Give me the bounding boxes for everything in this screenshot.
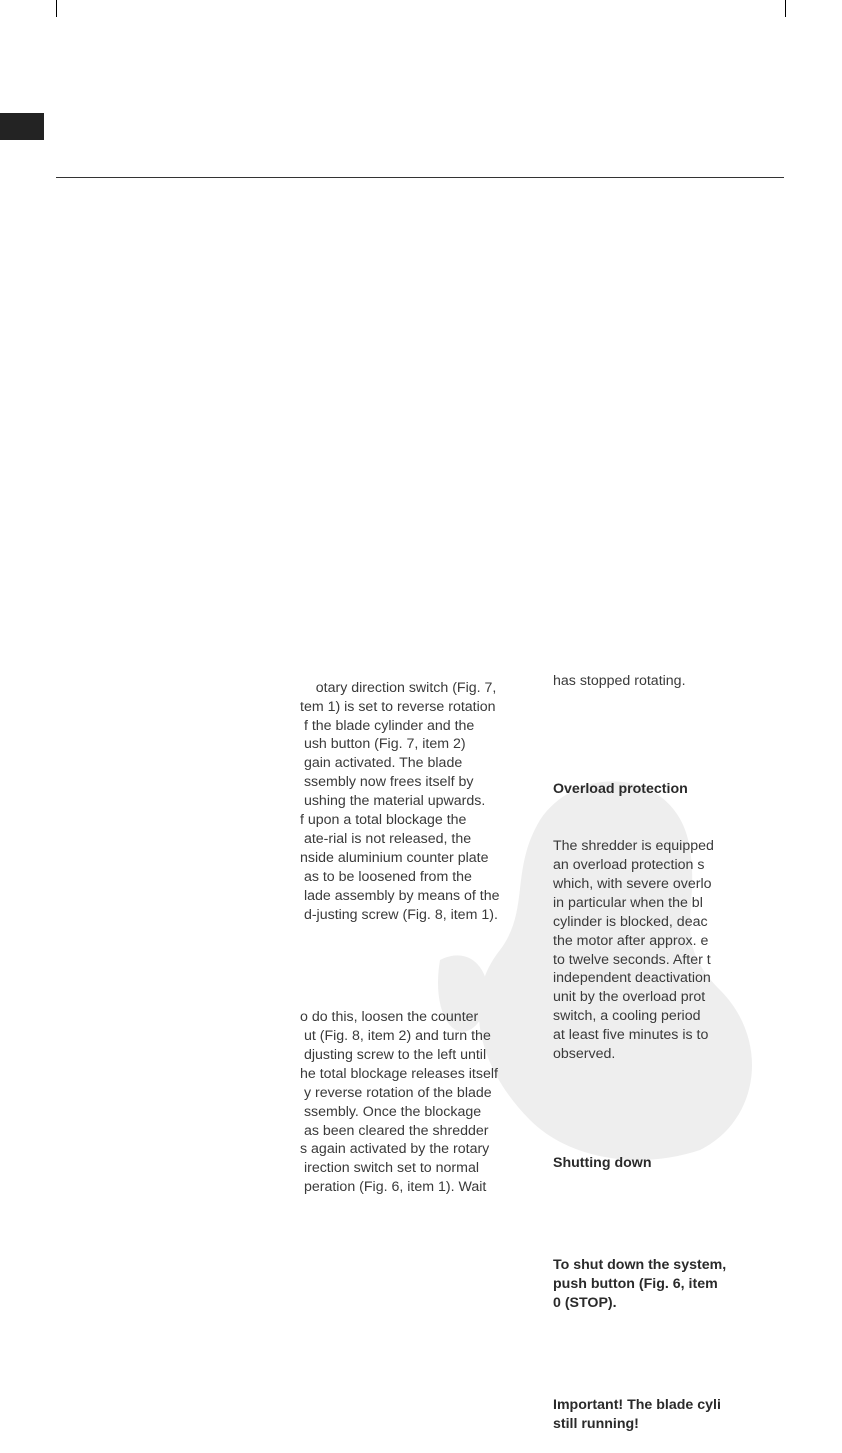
language-tab bbox=[0, 113, 44, 140]
header-rule bbox=[56, 177, 784, 178]
right-text-column bbox=[553, 634, 730, 1453]
left-text-column bbox=[300, 622, 536, 1216]
overload-heading: Overload protection bbox=[553, 781, 688, 798]
shutdown-paragraph: To shut down the system, push button (Fig. 6, item 0 (STOP). bbox=[553, 1257, 727, 1311]
reverse-rotation-paragraph: otary direction switch (Fig. 7, tem 1) is set to reverse rotation f the blade cylinder and the ush button (Fig. 7, item 2) gain activated. The blade ssembly now frees itself by ushing the material upwards. f upon a total blockage the ate-rial is not released, the nside aluminium counter plate as to be loosened from the lade assembly by means of the d-justing screw (Fig. 8, item 1). bbox=[300, 679, 500, 923]
overload-paragraph: The shredder is equipped an overload protection s which, with severe overlo in particular when the bl cylinder is blocked, deac the motor after approx. e to twelve seconds. After t independent deactivation unit by the overload prot switch, a cooling period at least five minutes is to observed. bbox=[553, 838, 714, 1063]
crop-mark-left bbox=[56, 0, 57, 17]
counter-nut-paragraph: o do this, loosen the counter ut (Fig. 8, item 2) and turn the djusting screw to the left until he total blockage releases itself y reverse rotation of the blade ssembly. Once the blockage as been cleared the shredder s again activated by the rotary irection switch set to normal peration (Fig. 6, item 1). Wait bbox=[300, 1009, 498, 1196]
important-paragraph: Important! The blade cyli still running! bbox=[553, 1397, 721, 1433]
crop-mark-right bbox=[785, 0, 786, 17]
shutdown-heading: Shutting down bbox=[553, 1154, 652, 1171]
stopped-rotating-text: has stopped rotating. bbox=[553, 672, 686, 689]
